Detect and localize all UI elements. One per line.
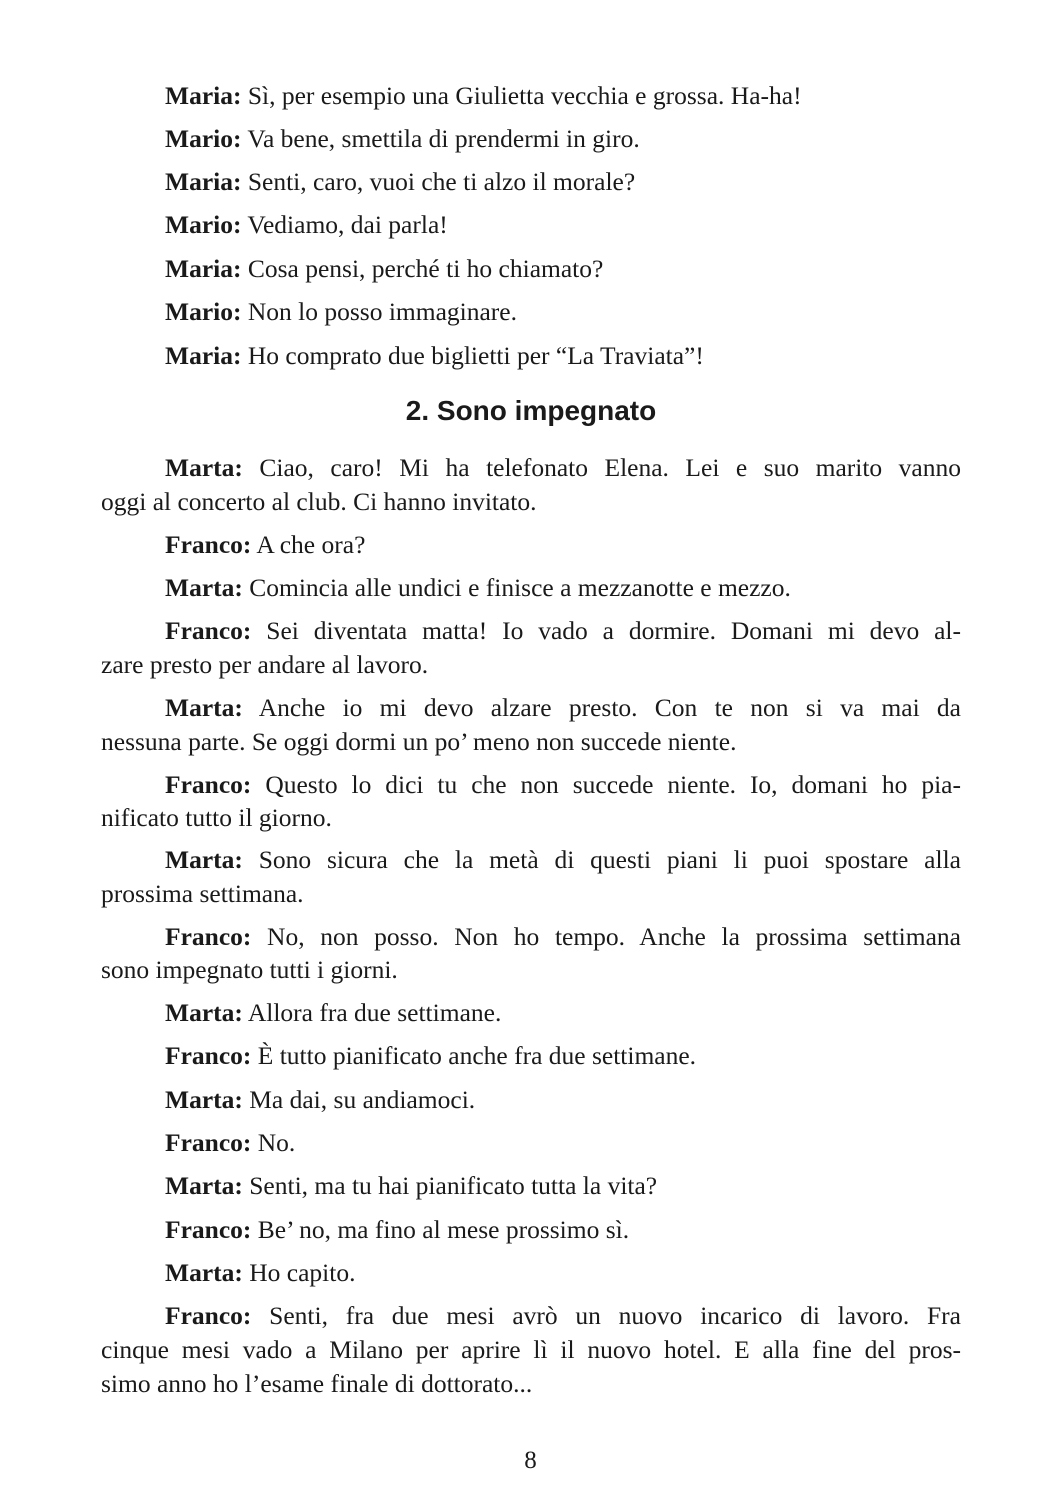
- speaker-name: Mario:: [165, 297, 242, 326]
- speaker-name: Marta:: [165, 453, 243, 482]
- speaker-name: Maria:: [165, 341, 242, 370]
- dialogue-text: Senti, fra due mesi avrò un nuovo incarico di lavoro. Fra: [251, 1301, 961, 1330]
- speaker-name: Franco:: [165, 1301, 252, 1330]
- speaker-name: Maria:: [165, 81, 242, 110]
- dialogue-line: [101, 1213, 961, 1247]
- speaker-name: Marta:: [165, 998, 243, 1027]
- dialogue-text: Ho comprato due biglietti per “La Traviata”!: [241, 341, 704, 370]
- dialogue-text: Ma dai, su andiamoci.: [242, 1085, 476, 1114]
- speaker-name: Marta:: [165, 1171, 243, 1200]
- speaker-name: Franco:: [165, 922, 252, 951]
- dialogue-text: Senti, caro, vuoi che ti alzo il morale?: [241, 167, 636, 196]
- speaker-name: Marta:: [165, 845, 243, 874]
- dialogue-continuation: nessuna parte. Se oggi dormi un po’ meno non succede niente.: [101, 727, 737, 756]
- page-number: 8: [524, 1447, 537, 1474]
- section-title: 2. Sono impegnato: [405, 395, 657, 426]
- dialogue-line: [101, 165, 961, 199]
- dialogue-continuation: oggi al concerto al club. Ci hanno invitato.: [101, 487, 537, 516]
- speaker-name: Marta:: [165, 573, 243, 602]
- dialogue-line: [101, 79, 961, 113]
- speaker-name: Franco:: [165, 616, 252, 645]
- speaker-name: Franco:: [165, 770, 252, 799]
- dialogue-text: Senti, ma tu hai pianificato tutta la vita?: [242, 1171, 658, 1200]
- dialogue-text: È tutto pianificato anche fra due settimane.: [251, 1041, 697, 1070]
- dialogue-text: Sono sicura che la metà di questi piani li puoi spostare alla: [242, 845, 961, 874]
- speaker-name: Marta:: [165, 693, 243, 722]
- dialogue-line: [101, 843, 961, 877]
- speaker-name: Mario:: [165, 124, 242, 153]
- dialogue-text: Questo lo dici tu che non succede niente. Io, domani ho pia-: [251, 770, 961, 799]
- dialogue-text: Allora fra due settimane.: [242, 998, 502, 1027]
- speaker-name: Franco:: [165, 1041, 252, 1070]
- dialogue-line: [101, 571, 961, 605]
- dialogue-text: Non lo posso immaginare.: [241, 297, 517, 326]
- dialogue-continuation: nificato tutto il giorno.: [101, 803, 332, 832]
- dialogue-text: A che ora?: [251, 530, 366, 559]
- dialogue-line: [101, 1083, 961, 1117]
- dialogue-continuation: cinque mesi vado a Milano per aprire lì il nuovo hotel. E alla fine del pros-: [101, 1335, 961, 1364]
- dialogue-line: [101, 1256, 961, 1290]
- dialogue-line: [101, 920, 961, 954]
- speaker-name: Franco:: [165, 1128, 252, 1157]
- dialogue-line: [101, 691, 961, 725]
- dialogue-text: Ho capito.: [242, 1258, 356, 1287]
- dialogue-text: Ciao, caro! Mi ha telefonato Elena. Lei e suo marito vanno: [242, 453, 961, 482]
- dialogue-text: No, non posso. Non ho tempo. Anche la prossima settimana: [251, 922, 961, 951]
- dialogue-line: [101, 208, 961, 242]
- dialogue-text: No.: [251, 1128, 296, 1157]
- dialogue-continuation: sono impegnato tutti i giorni.: [101, 955, 398, 984]
- dialogue-text: Vediamo, dai parla!: [241, 210, 448, 239]
- dialogue-line: [101, 1126, 961, 1160]
- dialogue-line: [101, 996, 961, 1030]
- speaker-name: Franco:: [165, 530, 252, 559]
- dialogue-line: [101, 295, 961, 329]
- speaker-name: Maria:: [165, 167, 242, 196]
- dialogue-continuation: simo anno ho l’esame finale di dottorato...: [101, 1369, 533, 1398]
- speaker-name: Marta:: [165, 1258, 243, 1287]
- speaker-name: Maria:: [165, 254, 242, 283]
- dialogue-text: Va bene, smettila di prendermi in giro.: [241, 124, 640, 153]
- dialogue-line: [101, 1039, 961, 1073]
- speaker-name: Franco:: [165, 1215, 252, 1244]
- dialogue-line: [101, 339, 961, 373]
- dialogue-line: [101, 528, 961, 562]
- dialogue-line: [101, 451, 961, 485]
- dialogue-line: [101, 1299, 961, 1333]
- dialogue-line: [101, 614, 961, 648]
- dialogue-text: Sei diventata matta! Io vado a dormire. Domani mi devo al-: [251, 616, 961, 645]
- dialogue-text: Comincia alle undici e finisce a mezzanotte e mezzo.: [242, 573, 791, 602]
- dialogue-continuation: zare presto per andare al lavoro.: [101, 650, 429, 679]
- speaker-name: Marta:: [165, 1085, 243, 1114]
- dialogue-text: Anche io mi devo alzare presto. Con te non si va mai da: [242, 693, 961, 722]
- dialogue-text: Cosa pensi, perché ti ho chiamato?: [241, 254, 604, 283]
- dialogue-line: [101, 1169, 961, 1203]
- dialogue-line: [101, 252, 961, 286]
- dialogue-text: Sì, per esempio una Giulietta vecchia e grossa. Ha-ha!: [241, 81, 802, 110]
- dialogue-text: Be’ no, ma fino al mese prossimo sì.: [251, 1215, 630, 1244]
- speaker-name: Mario:: [165, 210, 242, 239]
- dialogue-continuation: prossima settimana.: [101, 879, 304, 908]
- dialogue-line: [101, 768, 961, 802]
- dialogue-line: [101, 122, 961, 156]
